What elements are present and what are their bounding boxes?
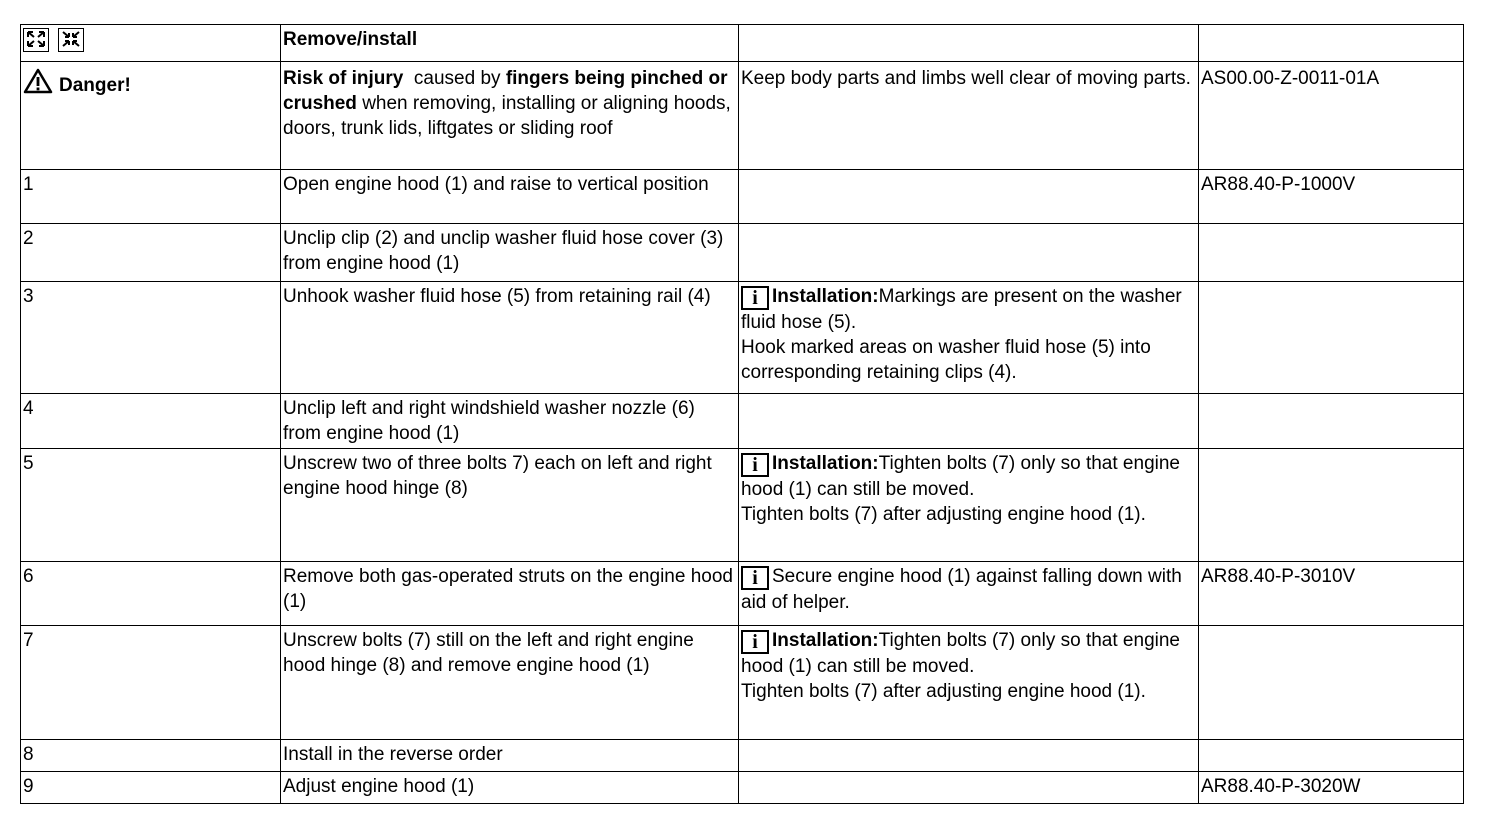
step-row [21, 170, 1464, 224]
header-row [21, 25, 1464, 62]
installation-label: Installation: [772, 630, 879, 651]
step-action: Install in the reverse order [281, 740, 739, 772]
warning-triangle-icon [23, 68, 53, 94]
step-number: 8 [21, 740, 281, 772]
step-row [21, 772, 1464, 804]
step-row [21, 282, 1464, 394]
danger-row [21, 62, 1464, 170]
step-action: Unclip left and right windshield washer nozzle (6) from engine hood (1) [281, 394, 739, 449]
step-reference[interactable]: AR88.40-P-1000V [1199, 170, 1464, 224]
step-number: 9 [21, 772, 281, 804]
step-reference [1199, 740, 1464, 772]
danger-ref[interactable]: AS00.00-Z-0011-01A [1199, 62, 1464, 170]
installation-label: Installation: [772, 286, 879, 307]
step-action: Open engine hood (1) and raise to vertical position [281, 170, 739, 224]
step-action: Unscrew two of three bolts 7) each on left and right engine hood hinge (8) [281, 449, 739, 562]
step-number: 7 [21, 626, 281, 740]
step-action: Unscrew bolts (7) still on the left and right engine hood hinge (8) and remove engine hood (1) [281, 626, 739, 740]
step-number: 4 [21, 394, 281, 449]
installation-label: Installation: [772, 453, 879, 474]
step-note [739, 562, 1199, 626]
danger-text [281, 62, 739, 170]
step-note [739, 394, 1199, 449]
note-text: Markings are present on the washer fluid hose (5). Hook marked areas on washer fluid hose (5) into corresponding retaining clips (4). [741, 286, 1182, 383]
step-reference[interactable]: AR88.40-P-3010V [1199, 562, 1464, 626]
step-action: Unclip clip (2) and unclip washer fluid hose cover (3) from engine hood (1) [281, 224, 739, 282]
step-reference [1199, 449, 1464, 562]
danger-note: Keep body parts and limbs well clear of moving parts. [739, 62, 1199, 170]
step-number: 6 [21, 562, 281, 626]
step-row [21, 740, 1464, 772]
danger-emphasis: fingers being pinched or crushed [283, 68, 733, 114]
header-empty-cell [1199, 25, 1464, 62]
note-text: Tighten bolts (7) only so that engine hood (1) can still be moved. Tighten bolts (7) after adjusting engine hood (1). [741, 453, 1180, 525]
danger-emphasis: Risk of injury [283, 68, 404, 89]
step-note [739, 170, 1199, 224]
header-icons-cell [21, 25, 281, 62]
danger-label-cell [21, 62, 281, 170]
step-note [739, 626, 1199, 740]
info-icon: i [741, 453, 769, 477]
info-icon: i [741, 286, 769, 310]
step-action: Adjust engine hood (1) [281, 772, 739, 804]
step-note [739, 740, 1199, 772]
step-note [739, 449, 1199, 562]
header-title: Remove/install [281, 25, 739, 62]
info-icon: i [741, 630, 769, 654]
header-empty-cell [739, 25, 1199, 62]
step-note [739, 772, 1199, 804]
step-row [21, 449, 1464, 562]
step-reference [1199, 626, 1464, 740]
step-number: 1 [21, 170, 281, 224]
step-number: 3 [21, 282, 281, 394]
step-action: Unhook washer fluid hose (5) from retaining rail (4) [281, 282, 739, 394]
danger-label: Danger! [59, 75, 131, 96]
danger-text-part: when removing, installing or aligning hoods, doors, trunk lids, liftgates or sliding roof [283, 93, 737, 139]
procedure-table [20, 24, 1464, 804]
note-text: Tighten bolts (7) only so that engine hood (1) can still be moved. Tighten bolts (7) after adjusting engine hood (1). [741, 630, 1180, 702]
step-row [21, 394, 1464, 449]
step-row [21, 562, 1464, 626]
expand-arrows-icon[interactable] [23, 28, 49, 52]
note-text: Secure engine hood (1) against falling down with aid of helper. [741, 566, 1182, 613]
step-reference [1199, 282, 1464, 394]
step-action: Remove both gas-operated struts on the engine hood (1) [281, 562, 739, 626]
step-note [739, 282, 1199, 394]
step-reference[interactable]: AR88.40-P-3020W [1199, 772, 1464, 804]
collapse-arrows-icon[interactable] [58, 28, 84, 52]
info-icon: i [741, 566, 769, 590]
step-number: 5 [21, 449, 281, 562]
step-row [21, 224, 1464, 282]
step-reference [1199, 394, 1464, 449]
step-number: 2 [21, 224, 281, 282]
step-reference [1199, 224, 1464, 282]
step-row [21, 626, 1464, 740]
step-note [739, 224, 1199, 282]
danger-text-part: caused by [403, 68, 506, 89]
